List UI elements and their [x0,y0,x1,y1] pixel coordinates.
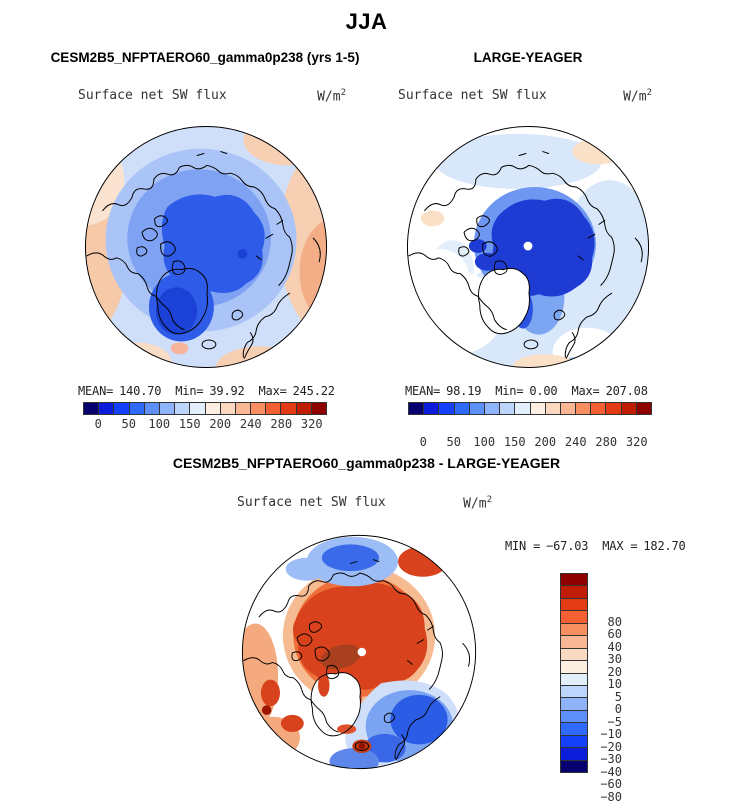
colorbar-segment [297,403,312,414]
max-value: 182.70 [643,539,686,553]
obs-colorbar-ticks [408,433,652,451]
min-value: 0.00 [529,384,558,398]
colorbar-segment [455,403,470,414]
colorbar-segment [561,624,587,636]
diff-colorbar-ticks [592,609,622,809]
min-label: Min= [175,384,204,398]
obs-map-field [405,124,657,382]
colorbar-segment [409,403,424,414]
colorbar-segment [312,403,326,414]
colorbar-segment [561,649,587,661]
obs-field-row [398,88,652,104]
colorbar-tick-label: 0 [419,435,427,449]
colorbar-tick-label: −5 [607,714,622,729]
colorbar-segment [130,403,145,414]
pole-dot [358,648,367,657]
colorbar-tick-label: −20 [600,739,622,754]
colorbar-tick-label: −80 [600,789,622,804]
model-colorbar [83,402,327,415]
colorbar-segment [561,403,576,414]
colorbar-tick-label: 50 [446,435,461,449]
colorbar-segment [175,403,190,414]
colorbar-segment [561,736,587,748]
min-value: −67.03 [546,539,589,553]
max-value: 207.08 [605,384,648,398]
colorbar-segment [606,403,621,414]
colorbar-tick-label: −40 [600,764,622,779]
colorbar-segment [561,711,587,723]
diff-map [240,533,478,771]
colorbar-segment [515,403,530,414]
mean-label: MEAN= [405,384,441,398]
season-title: JJA [345,9,388,34]
obs-colorbar [408,402,652,415]
colorbar-tick-label: 100 [148,417,171,431]
colorbar-tick-label: 50 [121,417,136,431]
diff-minmax [505,539,686,553]
colorbar-segment [561,661,587,673]
colorbar-tick-label: 0 [94,417,102,431]
colorbar-tick-label: 100 [473,435,496,449]
colorbar-segment [251,403,266,414]
colorbar-tick-label: 0 [614,702,622,716]
colorbar-tick-label: 30 [607,652,622,666]
colorbar-segment [531,403,546,414]
colorbar-tick-label: 200 [534,435,557,449]
colorbar-segment [561,599,587,611]
colorbar-segment [561,686,587,698]
mean-label: MEAN= [78,384,114,398]
min-label: Min= [495,384,524,398]
min-value: 39.92 [209,384,245,398]
colorbar-segment [561,761,587,772]
min-label: MIN = [505,539,541,553]
mean-value: 140.70 [119,384,162,398]
colorbar-segment [281,403,296,414]
colorbar-segment [561,574,587,586]
colorbar-segment [500,403,515,414]
model-field-row [78,88,346,104]
obs-map [405,124,651,370]
colorbar-tick-label: 10 [607,677,622,691]
obs-units-label: $W/m^2$ [623,88,652,105]
colorbar-segment [576,403,591,414]
diff-colorbar [560,573,588,773]
colorbar-segment [424,403,439,414]
obs-panel-title: LARGE-YEAGER [473,50,583,65]
colorbar-segment [160,403,175,414]
colorbar-segment [266,403,281,414]
colorbar-tick-label: 280 [595,435,618,449]
colorbar-tick-label: 200 [209,417,232,431]
colorbar-segment [439,403,454,414]
colorbar-segment [561,636,587,648]
max-label: Max= [258,384,287,398]
colorbar-segment [99,403,114,414]
model-stats [78,384,335,398]
colorbar-segment [114,403,129,414]
colorbar-tick-label: 150 [178,417,201,431]
colorbar-segment [561,586,587,598]
colorbar-segment [561,723,587,735]
model-units-label: $W/m^2$ [317,88,346,105]
pole-dot [524,242,533,251]
colorbar-segment [561,698,587,710]
diff-field-label: Surface net SW flux [237,495,386,510]
max-label: Max= [571,384,600,398]
model-map [83,124,329,370]
colorbar-tick-label: 280 [270,417,293,431]
colorbar-tick-label: 150 [503,435,526,449]
colorbar-tick-label: 60 [607,627,622,641]
units-exponent: 2 [646,88,652,98]
colorbar-tick-label: −30 [600,752,622,766]
colorbar-tick-label: 20 [607,664,622,679]
colorbar-segment [546,403,561,414]
model-panel-title: CESM2B5_NFPTAERO60_gamma0p238 (yrs 1-5) [50,50,360,65]
colorbar-segment [561,611,587,623]
colorbar-segment [561,748,587,760]
colorbar-segment [190,403,205,414]
model-map-field [30,114,387,390]
colorbar-tick-label: 320 [300,417,323,431]
diff-field-row [237,495,492,511]
model-field-label: Surface net SW flux [78,88,227,103]
diff-units-label: $W/m^2$ [463,495,492,512]
colorbar-tick-label: 320 [625,435,648,449]
units-exponent: 2 [340,88,346,98]
colorbar-segment [206,403,221,414]
model-colorbar-ticks [83,415,327,433]
colorbar-segment [561,674,587,686]
mean-value: 98.19 [446,384,482,398]
colorbar-segment [622,403,637,414]
colorbar-segment [221,403,236,414]
colorbar-tick-label: 80 [607,614,622,629]
colorbar-segment [637,403,651,414]
colorbar-segment [591,403,606,414]
colorbar-segment [145,403,160,414]
colorbar-segment [470,403,485,414]
colorbar-tick-label: 240 [564,435,587,449]
colorbar-tick-label: 5 [614,689,622,704]
colorbar-tick-label: 240 [239,417,262,431]
obs-stats [405,384,648,398]
units-exponent: 2 [486,495,492,505]
colorbar-tick-label: −60 [600,777,622,791]
colorbar-segment [236,403,251,414]
colorbar-segment [485,403,500,414]
colorbar-segment [84,403,99,414]
max-value: 245.22 [292,384,335,398]
obs-field-label: Surface net SW flux [398,88,547,103]
colorbar-tick-label: 40 [607,639,622,654]
max-label: MAX = [602,539,638,553]
colorbar-tick-label: −10 [600,727,622,741]
diff-panel-title: CESM2B5_NFPTAERO60_gamma0p238 - LARGE-YEAGER [172,455,561,471]
